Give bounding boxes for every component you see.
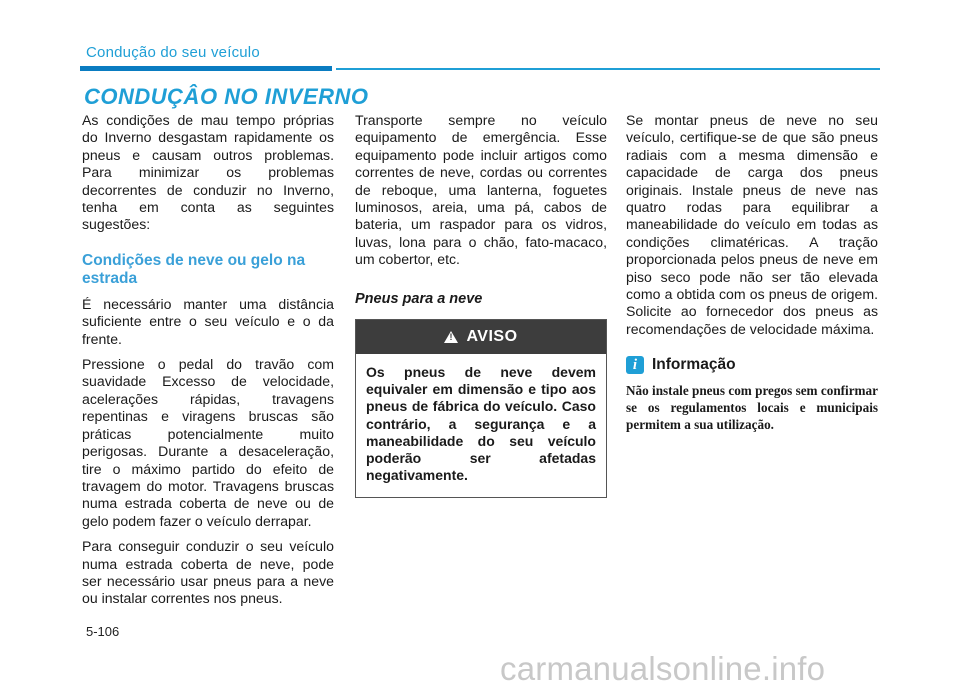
page-title: CONDUÇÂO NO INVERNO <box>84 84 369 109</box>
column-right <box>626 112 878 433</box>
info-text: Não instale pneus com pregos sem confirmar se os regulamentos locais e municipais permitem a sua utilização. <box>626 383 878 433</box>
header-rule-thin <box>336 68 880 70</box>
info-icon: i <box>626 356 644 374</box>
column-left <box>82 112 334 616</box>
info-label: Informação <box>652 356 736 374</box>
chains-paragraph: Para conseguir conduzir o seu veículo numa estrada coberta de neve, pode ser necessário usar pneus para a neve ou instalar correntes nos pneus. <box>82 538 334 607</box>
page-number: 5-106 <box>86 624 120 639</box>
watermark: carmanualsonline.info <box>500 650 826 687</box>
warning-text: Os pneus de neve devem equivaler em dimensão e tipo aos pneus de fábrica do veículo. Caso contrário, a segurança e a maneabilidade do seu veículo poderão ser afetadas negativamente. <box>366 363 596 484</box>
distance-paragraph: É necessário manter uma distância suficiente entre o seu veículo e o da frente. <box>82 295 334 347</box>
warning-header <box>356 320 606 354</box>
warning-triangle-icon <box>444 331 458 343</box>
brake-paragraph: Pressione o pedal do travão com suavidade Excesso de velocidade, acelerações rápidas, travagens repentinas e viragens bruscas são práticas potencialmente muito perigosas. Durante a desaceleração, tire o máximo partido do efeito de travagem do motor. Travagens bruscas numa estrada coberta de neve ou de gelo podem fazer o veículo derrapar. <box>82 356 334 529</box>
snow-tire-install-paragraph: Se montar pneus de neve no seu veículo, certifique-se de que são pneus radiais com a mesma dimensão e capacidade de carga dos pneus originais. Instale pneus de neve nas quatro rodas para equilibrar a maneabilidade do veículo em todas as condições climatéricas. A tração proporcionada pelos pneus de neve em piso seco pode não ser tão elevada como a obtida com os pneus de origem. Solicite ao fornecedor dos pneus as recomendações de velocidade máxima. <box>626 112 878 337</box>
section-header: Condução do seu veículo <box>86 44 260 61</box>
snow-ice-heading: Condições de neve ou gelo na estrada <box>82 251 306 287</box>
snow-tires-heading: Pneus para a neve <box>355 290 483 307</box>
column-middle <box>355 112 607 498</box>
intro-paragraph: As condições de mau tempo próprias do Inverno desgastam rapidamente os pneus e causam outros problemas. Para minimizar os problemas decorrentes de conduzir no Inverno, tenha em conta as seguintes sugestões: <box>82 112 334 233</box>
header-rule-thick <box>80 66 332 71</box>
info-header <box>626 356 878 374</box>
warning-label: AVISO <box>466 327 518 345</box>
warning-box <box>355 319 607 498</box>
emergency-paragraph: Transporte sempre no veículo equipamento de emergência. Esse equipamento pode incluir artigos como correntes de neve, cordas ou correntes de reboque, uma lanterna, foguetes luminosos, areia, uma pá, cabos de bateria, um raspador para os vidros, luvas, lona para o chão, fato-macaco, um cobertor, etc. <box>355 112 607 268</box>
